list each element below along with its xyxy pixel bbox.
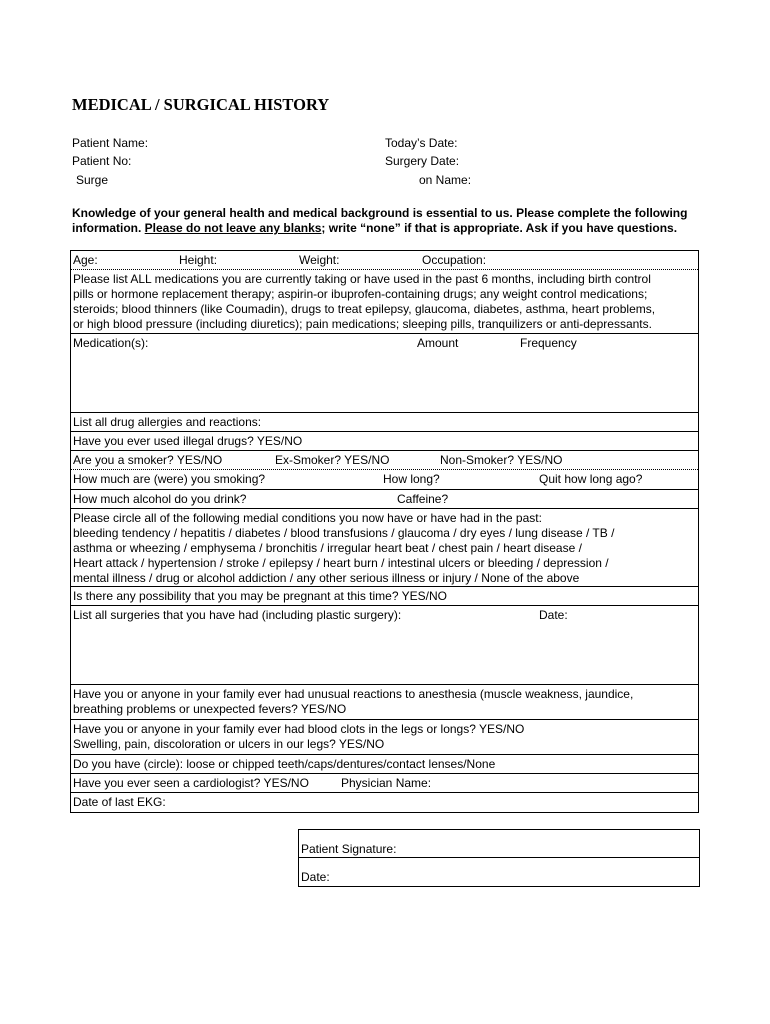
surgery-date-label: Surgery Date: — [385, 154, 460, 168]
surgeon-name-label-right: on Name: — [419, 173, 472, 187]
patient-no-label: Patient No: — [72, 154, 132, 168]
clots-row[interactable] — [71, 720, 698, 755]
signature-date-label: Date: — [301, 870, 330, 884]
ex-smoker-label: Ex-Smoker? YES/NO — [275, 453, 390, 467]
patient-name-label: Patient Name: — [72, 136, 149, 150]
vitals-row — [71, 251, 698, 270]
medications-label: Medication(s): — [73, 336, 149, 350]
smoking-amount-row[interactable] — [71, 470, 698, 490]
quit-how-long-label: Quit how long ago? — [539, 472, 643, 486]
alcohol-row[interactable] — [71, 490, 698, 509]
frequency-label: Frequency — [520, 336, 577, 350]
non-smoker-label: Non-Smoker? YES/NO — [440, 453, 563, 467]
conditions-line: bleeding tendency / hepatitis / diabetes / blood transfusions / glaucoma / dry eyes / lung disease / TB / — [73, 526, 615, 540]
surgeries-row[interactable] — [71, 606, 698, 685]
intro-text — [72, 206, 692, 236]
intro-part1: Knowledge of your general health and medical background is essential to us. Please complete the following information. — [72, 206, 688, 235]
drug-allergies-row[interactable] — [71, 413, 698, 432]
signature-date-row[interactable] — [299, 858, 699, 886]
conditions-line: asthma or wheezing / emphysema / bronchitis / irregular heart beat / chest pain / heart disease / — [73, 541, 582, 555]
ekg-row[interactable] — [71, 793, 698, 812]
surgeon-name-label-left: Surge — [76, 173, 109, 187]
weight-field[interactable]: Weight: — [299, 253, 340, 267]
patient-signature-label: Patient Signature: — [301, 842, 397, 856]
occupation-field[interactable]: Occupation: — [422, 253, 487, 267]
signature-box — [298, 829, 700, 887]
amount-label: Amount — [417, 336, 459, 350]
anesthesia-line: Have you or anyone in your family ever had unusual reactions to anesthesia (muscle weakness, jaundice, — [73, 687, 634, 701]
illegal-drugs-label: Have you ever used illegal drugs? YES/NO — [73, 434, 303, 448]
physician-name-label: Physician Name: — [341, 776, 432, 790]
page-title: MEDICAL / SURGICAL HISTORY — [72, 95, 330, 114]
instruction-line: steroids; blood thinners (like Coumadin), drugs to treat epilepsy, glaucoma, diabetes, asthma, heart problems, — [73, 302, 656, 316]
age-field[interactable]: Age: — [73, 253, 98, 267]
how-long-label: How long? — [383, 472, 440, 486]
clots-line: Have you or anyone in your family ever had blood clots in the legs or longs? YES/NO — [73, 722, 525, 736]
todays-date-label: Today’s Date: — [385, 136, 458, 150]
surgeries-date-label: Date: — [539, 608, 568, 622]
instruction-line: or high blood pressure (including diuretics); pain medications; sleeping pills, tranquilizers or anti-depressants. — [73, 317, 652, 331]
instruction-line: pills or hormone replacement therapy; aspirin-or ibuprofen-containing drugs; any weight control medications; — [73, 287, 648, 301]
height-field[interactable]: Height: — [179, 253, 218, 267]
conditions-line: Please circle all of the following medial conditions you now have or have had in the past: — [73, 511, 542, 525]
instruction-line: Please list ALL medications you are currently taking or have used in the past 6 months, including birth control — [73, 272, 651, 286]
how-much-smoking-label: How much are (were) you smoking? — [73, 472, 266, 486]
caffeine-label: Caffeine? — [397, 492, 449, 506]
medications-row[interactable] — [71, 334, 698, 413]
pregnant-row[interactable] — [71, 587, 698, 606]
clots-line: Swelling, pain, discoloration or ulcers in our legs? YES/NO — [73, 737, 385, 751]
medications-instructions — [71, 270, 698, 334]
anesthesia-row[interactable] — [71, 685, 698, 720]
smoker-row[interactable] — [71, 451, 698, 470]
intro-underlined: Please do not leave any blanks — [144, 221, 322, 235]
cardiologist-row[interactable] — [71, 774, 698, 793]
ekg-label: Date of last EKG: — [73, 795, 166, 809]
conditions-line: Heart attack / hypertension / stroke / epilepsy / heart burn / intestinal ulcers or bleeding / depression / — [73, 556, 609, 570]
smoker-label: Are you a smoker? YES/NO — [73, 453, 223, 467]
teeth-label: Do you have (circle): loose or chipped teeth/caps/dentures/contact lenses/None — [73, 757, 496, 771]
anesthesia-line: breathing problems or unexpected fevers? YES/NO — [73, 702, 347, 716]
teeth-row[interactable] — [71, 755, 698, 774]
patient-signature-row[interactable] — [299, 830, 699, 858]
intro-part2: ; write “none” if that is appropriate. Ask if you have questions. — [321, 221, 678, 235]
conditions-line: mental illness / drug or alcohol addiction / any other serious illness or injury / None of the above — [73, 571, 580, 585]
cardiologist-label: Have you ever seen a cardiologist? YES/NO — [73, 776, 309, 790]
illegal-drugs-row[interactable] — [71, 432, 698, 451]
drug-allergies-label: List all drug allergies and reactions: — [73, 415, 262, 429]
history-form — [70, 250, 699, 813]
alcohol-label: How much alcohol do you drink? — [73, 492, 247, 506]
pregnant-label: Is there any possibility that you may be pregnant at this time? YES/NO — [73, 589, 447, 603]
surgeries-label: List all surgeries that you have had (including plastic surgery): — [73, 608, 402, 622]
conditions-row[interactable] — [71, 509, 698, 587]
